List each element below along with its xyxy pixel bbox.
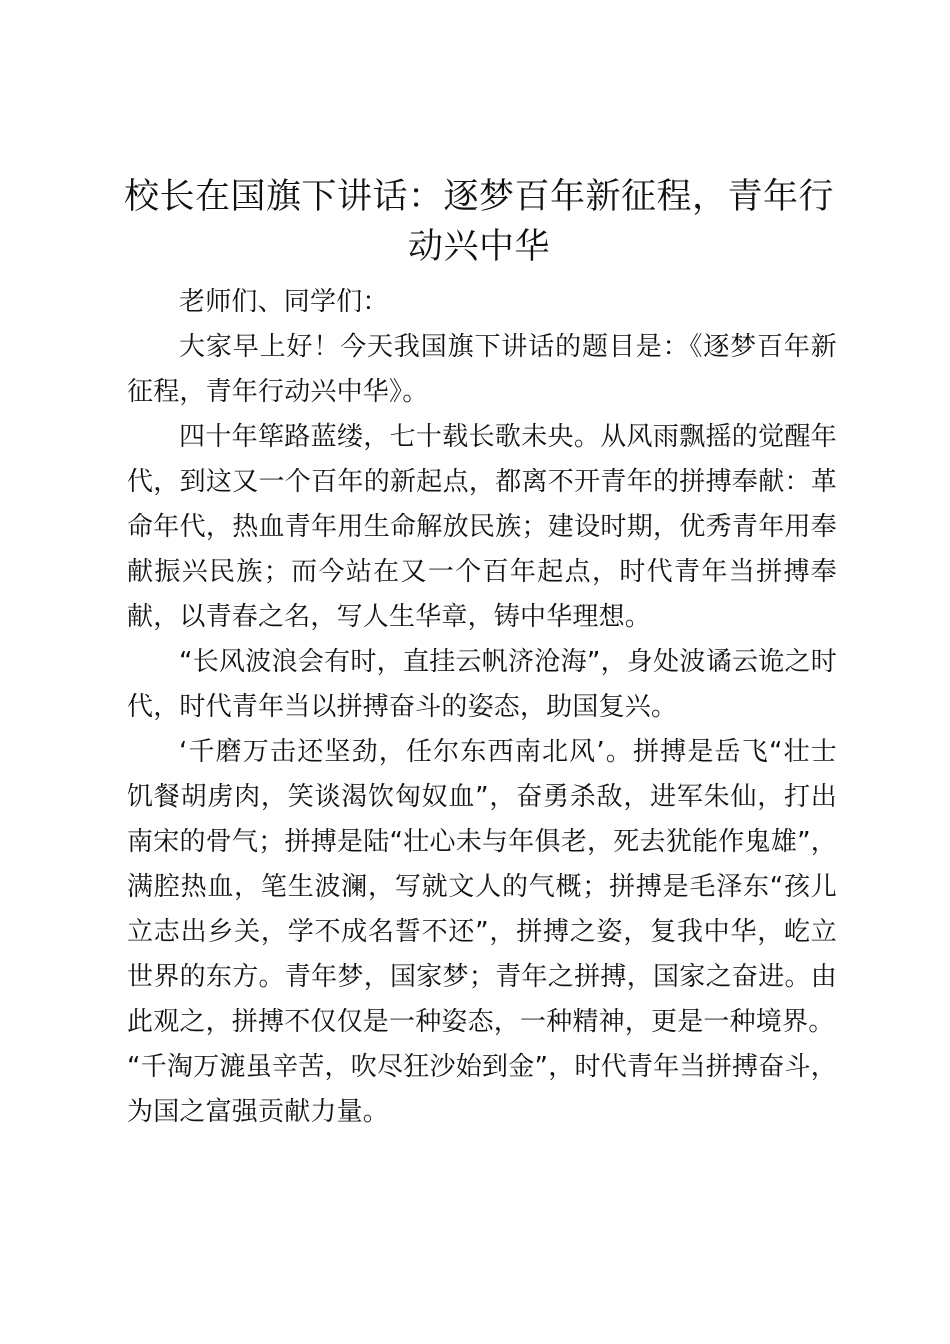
document-body <box>127 280 837 1135</box>
paragraph-salutation: 老师们、同学们： <box>179 287 389 317</box>
paragraph-quote-wind: “长风波浪会有时，直挂云帆济沧海”，身处波谲云诡之时代，时代青年当以拼搏奋斗的姿态，助国复兴。 <box>127 647 837 722</box>
paragraph-striving: ‘千磨万击还坚劲，任尔东西南北风’。拼搏是岳飞“壮士饥餐胡虏肉，笑谈渴饮匈奴血”，奋勇杀敌，进军朱仙，打出南宋的骨气；拼搏是陆“壮心未与年俱老，死去犹能作鬼雄”，满腔热血，笔生波澜，写就文人的气概；拼搏是毛泽东“孩儿立志出乡关，学不成名誓不还”，拼搏之姿，复我中华，屹立世界的东方。青年梦，国家梦；青年之拼搏，国家之奋进。由此观之，拼搏不仅仅是一种姿态，一种精神，更是一种境界。 <box>127 737 837 1037</box>
paragraph-history: 四十年筚路蓝缕，七十载长歌未央。从风雨飘摇的觉醒年代，到这又一个百年的新起点，都离不开青年的拼搏奉献：革命年代，热血青年用生命解放民族；建设时期，优秀青年用奉献振兴民族；而今站在又一个百年起点，时代青年当拼搏奉献，以青春之名，写人生华章，铸中华理想。 <box>127 422 837 632</box>
paragraph-greeting: 大家早上好！今天我国旗下讲话的题目是：《逐梦百年新征程，青年行动兴中华》。 <box>127 332 837 407</box>
paragraph-conclusion: “千淘万漉虽辛苦，吹尽狂沙始到金”，时代青年当拼搏奋斗，为国之富强贡献力量。 <box>127 1052 837 1127</box>
document-title: 校长在国旗下讲话：逐梦百年新征程，青年行动兴中华 <box>123 177 834 267</box>
